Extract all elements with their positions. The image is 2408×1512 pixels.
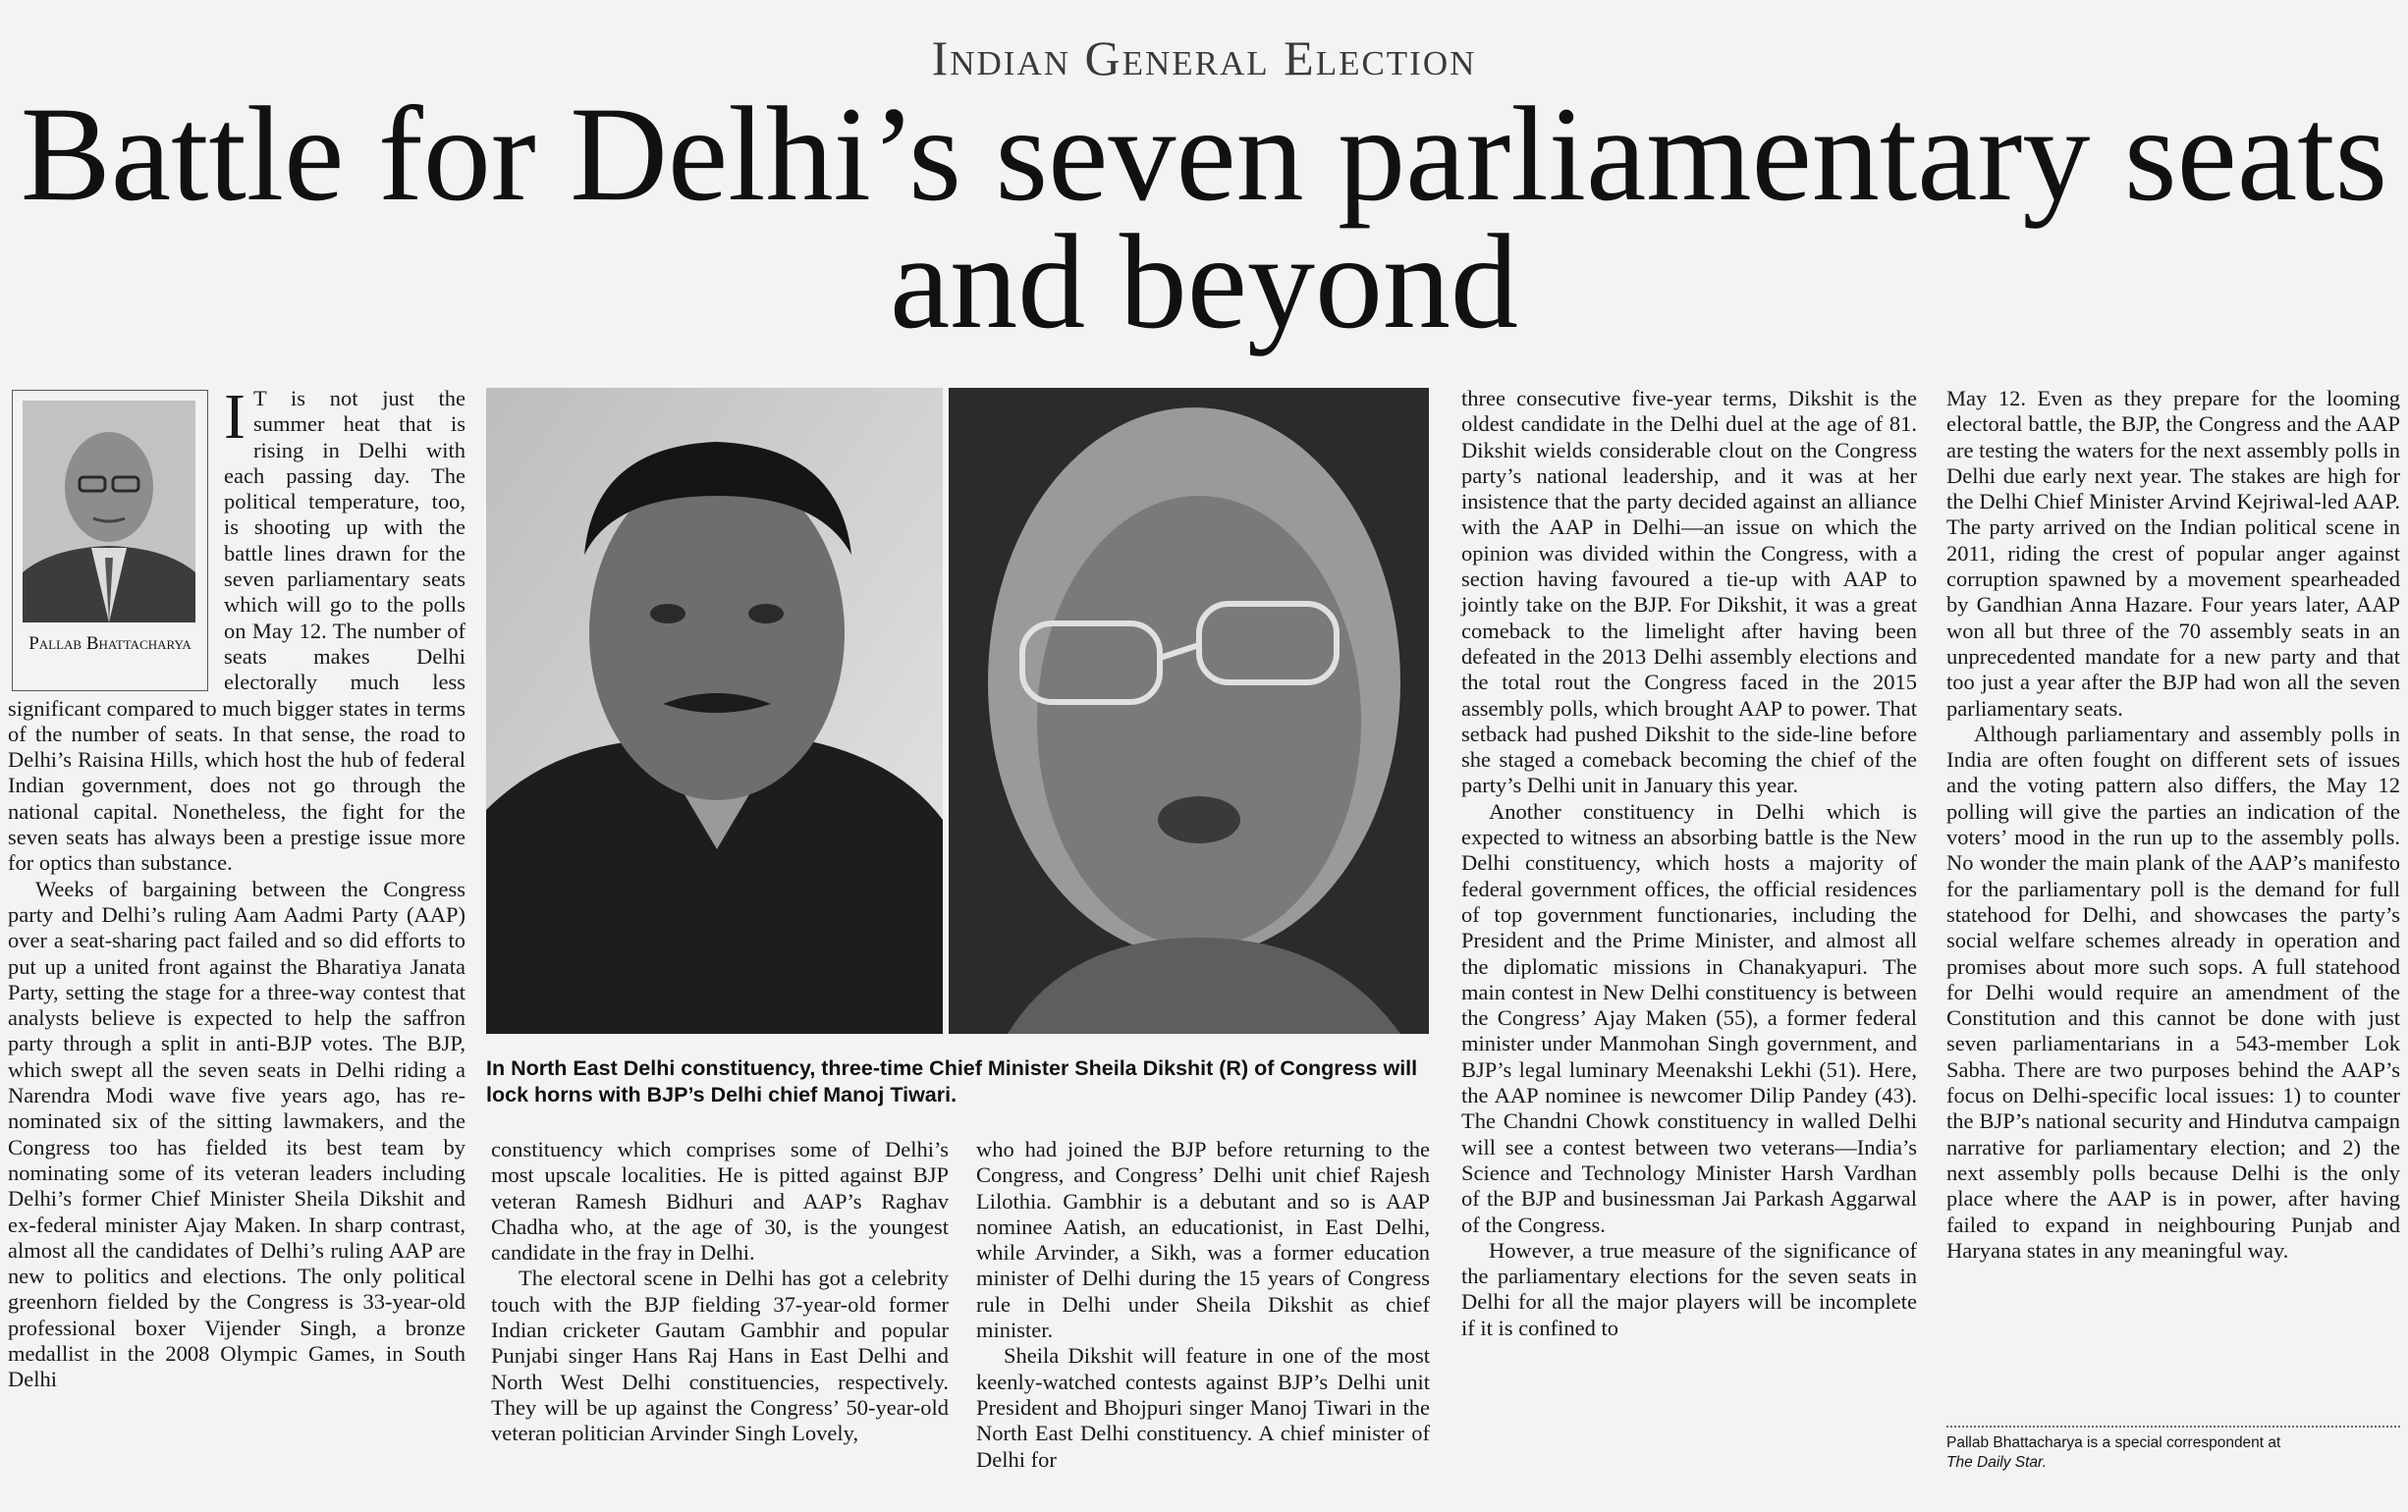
photo-manoj-tiwari xyxy=(486,388,943,1034)
article-paragraph: Sheila Dikshit will feature in one of the most keenly-watched contests against BJP’s Delhi unit President and Bhojpuri singer Manoj Tiwari in the North East Delhi constituency. A chief minister of Delhi for xyxy=(976,1343,1430,1472)
author-note-text: Pallab Bhattacharya is a special correspondent at xyxy=(1946,1434,2281,1451)
article-column-3 xyxy=(976,1137,1430,1473)
article-column-1-body xyxy=(8,381,465,1393)
author-note-publication: The Daily Star. xyxy=(1946,1454,2047,1471)
article-column-5 xyxy=(1946,386,2400,1264)
article-paragraph: However, a true measure of the significance of the parliamentary elections for the seven seats in Delhi for all the major players will be incomplete if it is confined to xyxy=(1461,1237,1917,1340)
article-paragraph: The electoral scene in Delhi has got a celebrity touch with the BJP fielding 37-year-old former Indian cricketer Gautam Gambhir and popular Punjabi singer Hans Raj Hans in East Delhi and North West Delhi constituencies, respectively. They will be up against the Congress’ 50-year-old veteran politician Arvinder Singh Lovely, xyxy=(491,1266,949,1446)
article-column-4 xyxy=(1461,386,1917,1341)
article-paragraph: Although parliamentary and assembly polls in India are often fought on different sets of issues and the voting pattern also differs, the May 12 polling will give the parties an indication of the voters’ mood in the run up to the assembly polls. No wonder the main plank of the AAP’s manifesto for the parliamentary poll is the demand for full statehood for Delhi, and showcases the party’s social welfare schemes already in operation and promises about more such sops. A full statehood for Delhi would require an amendment of the Constitution and this cannot be done with just seven parliamentarians in a 543-member Lok Sabha. There are two purposes behind the AAP’s focus on Delhi-specific local issues: 1) to counter the BJP’s national security and Hindutva campaign narrative for parliamentary election; and 2) the next assembly polls because Delhi is the only place where the AAP is in power, after having failed to expand in neighbouring Punjab and Haryana states in any meaningful way. xyxy=(1946,721,2400,1263)
article-headline: Battle for Delhi’s seven parliamentary seats and beyond xyxy=(20,79,2388,356)
photo-caption: In North East Delhi constituency, three-time Chief Minister Sheila Dikshit (R) of Congress will lock horns with BJP’s Delhi chief Manoj Tiwari. xyxy=(486,1056,1418,1107)
article-paragraph: May 12. Even as they prepare for the looming electoral battle, the BJP, the Congress and the AAP are testing the waters for the next assembly polls in Delhi due early next year. The stakes are high for the Delhi Chief Minister Arvind Kejriwal-led AAP. The party arrived on the Indian political scene in 2011, riding the crest of popular anger against corruption spawned by a movement spearheaded by Gandhian Anna Hazare. Four years later, AAP won all but three of the 70 assembly seats in an unprecedented mandate for a new party and that too just a year after the BJP had won all the seven parliamentary seats. xyxy=(1946,386,2400,721)
section-kicker: Indian General Election xyxy=(931,30,1477,85)
article-paragraph: Another constituency in Delhi which is expected to witness an absorbing battle is the New Delhi constituency, which hosts a majority of federal government offices, the official residences of top government functionaries, including the President and the Prime Minister, and almost all the diplomatic missions in Chanakyapuri. The main contest in New Delhi constituency is between the Congress’ Ajay Maken (55), a former federal minister under Manmohan Singh government, and BJP’s legal luminary Meenakshi Lekhi (51). Here, the AAP nominee is newcomer Dilip Pandey (43). The Chandni Chowk constituency in walled Delhi will see a contest between two veterans—India’s Science and Technology Minister Harsh Vardhan of the BJP and businessman Jai Parkash Aggarwal of the Congress. xyxy=(1461,798,1917,1237)
article-paragraph: who had joined the BJP before returning to the Congress, and Congress’ Delhi unit chief Rajesh Lilothia. Gambhir is a debutant and so is AAP nominee Aatish, an educationist, in East Delhi, while Arvinder, a Sikh, was a former education minister of Delhi during the 15 years of Congress rule in Delhi under Sheila Dikshit as chief minister. xyxy=(976,1137,1430,1343)
author-byline: Pallab Bhattacharya xyxy=(28,633,192,654)
author-note xyxy=(1946,1433,2400,1473)
article-paragraph: I T is not just the summer heat that is rising in Delhi with each passing day. The political temperature, too, is shooting up with the battle lines drawn for the seven parliamentary seats which will go to the polls on May 12. The number of seats makes Delhi electorally much less significant compared to much bigger states in terms of the number of seats. In that sense, the road to Delhi’s Raisina Hills, which host the hub of federal Indian government, does not go through the national capital. Nonetheless, the fight for the seven seats has always been a prestige issue more for optics than substance. xyxy=(8,381,465,876)
article-paragraph: constituency which comprises some of Delhi’s most upscale localities. He is pitted against BJP veteran Ramesh Bidhuri and AAP’s Raghav Chadha who, at the age of 30, is the youngest candidate in the fray in Delhi. xyxy=(491,1137,949,1266)
drop-cap: I xyxy=(224,381,246,453)
author-note-divider xyxy=(1946,1426,2400,1428)
article-column-2 xyxy=(491,1137,949,1447)
article-paragraph: three consecutive five-year terms, Dikshit is the oldest candidate in the Delhi duel at the age of 81. Dikshit wields considerable clout on the Congress party’s national leadership, and it was at her insistence that the party decided against an alliance with the AAP in Delhi—an issue on which the opinion was divided within the Congress, with a section having favoured a tie-up with AAP to jointly take on the BJP. For Dikshit, it was a great comeback to the limelight after having been defeated in the 2013 Delhi assembly elections and the total rout the Congress faced in the 2015 assembly polls, which brought AAP to power. That setback had pushed Dikshit to the side-line before she staged a comeback becoming the chief of the party’s Delhi unit in January this year. xyxy=(1461,386,1917,798)
article-paragraph: Weeks of bargaining between the Congress party and Delhi’s ruling Aam Aadmi Party (AAP) over a seat-sharing pact failed and so did efforts to put up a united front against the Bharatiya Janata Party, setting the stage for a three-way contest that analysts believe is expected to help the saffron party through a split in anti-BJP votes. The BJP, which swept all the seven seats in Delhi riding a Narendra Modi wave five years ago, has re-nominated six of the sitting lawmakers, and the Congress too has fielded its best team by nominating some of its veteran leaders including Delhi’s former Chief Minister Sheila Dikshit and ex-federal minister Ajay Maken. In sharp contrast, almost all the candidates of Delhi’s ruling AAP are new to politics and elections. The only political greenhorn fielded by the Congress is 33-year-old professional boxer Vijender Singh, a bronze medallist in the 2008 Olympic Games, in South Delhi xyxy=(8,876,465,1392)
photo-sheila-dikshit xyxy=(949,388,1429,1034)
